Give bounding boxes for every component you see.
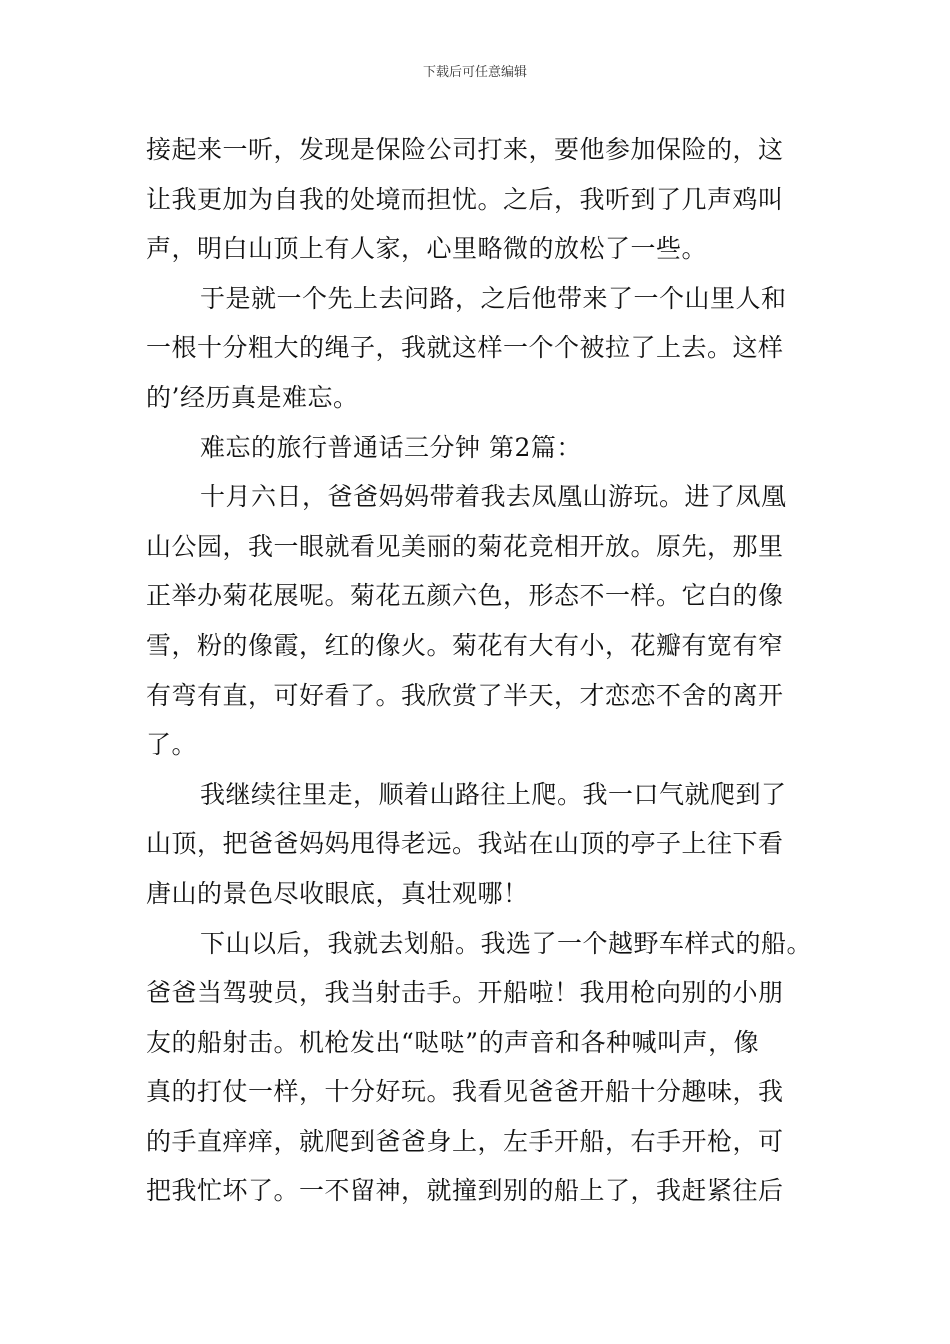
text-line: 了。	[146, 730, 198, 760]
text-line: 真的打仗一样，十分好玩。我看见爸爸开船十分趣味，我	[146, 1077, 784, 1107]
section-heading: 难忘的旅行普通话三分钟 第2篇：	[200, 432, 582, 462]
text-line: 让我更加为自我的处境而担忧。之后，我听到了几声鸡叫	[146, 184, 784, 214]
paragraph-start-line: 于是就一个先上去问路，之后他带来了一个山里人和	[200, 283, 787, 313]
text-line: 山公园，我一眼就看见美丽的菊花竞相开放。原先，那里	[146, 531, 784, 561]
paragraph-start-line: 下山以后，我就去划船。我选了一个越野车样式的船。	[200, 928, 813, 958]
text-line: 一根十分粗大的绳子，我就这样一个个被拉了上去。这样	[146, 333, 784, 363]
paragraph-start-line: 十月六日，爸爸妈妈带着我去凤凰山游玩。进了凤凰	[200, 482, 787, 512]
text-line: 爸爸当驾驶员，我当射击手。开船啦！我用枪向别的小朋	[146, 978, 784, 1008]
text-line: 把我忙坏了。一不留神，就撞到别的船上了，我赶紧往后	[146, 1176, 784, 1206]
text-line: 山顶，把爸爸妈妈甩得老远。我站在山顶的亭子上往下看	[146, 829, 784, 859]
page-header-note: 下载后可任意编辑	[422, 65, 527, 80]
text-line: 友的船射击。机枪发出“哒哒”的声音和各种喊叫声，像	[146, 1027, 760, 1057]
text-line: 有弯有直，可好看了。我欣赏了半天，才恋恋不舍的离开	[146, 680, 784, 710]
text-line: 接起来一听，发现是保险公司打来，要他参加保险的，这	[146, 135, 784, 164]
text-line: 唐山的景色尽收眼底，真壮观哪！	[146, 878, 529, 908]
text-line: 正举办菊花展呢。菊花五颜六色，形态不一样。它白的像	[146, 581, 784, 611]
text-line: 声，明白山顶上有人家，心里略微的放松了一些。	[146, 234, 708, 264]
text-line: 的’经历真是难忘。	[146, 382, 359, 412]
text-line: 雪，粉的像霞，红的像火。菊花有大有小，花瓣有宽有窄	[146, 630, 784, 660]
paragraph-start-line: 我继续往里走，顺着山路往上爬。我一口气就爬到了	[200, 779, 787, 809]
text-line: 的手直痒痒，就爬到爸爸身上，左手开船，右手开枪，可	[146, 1126, 784, 1156]
document-body	[146, 125, 813, 1216]
